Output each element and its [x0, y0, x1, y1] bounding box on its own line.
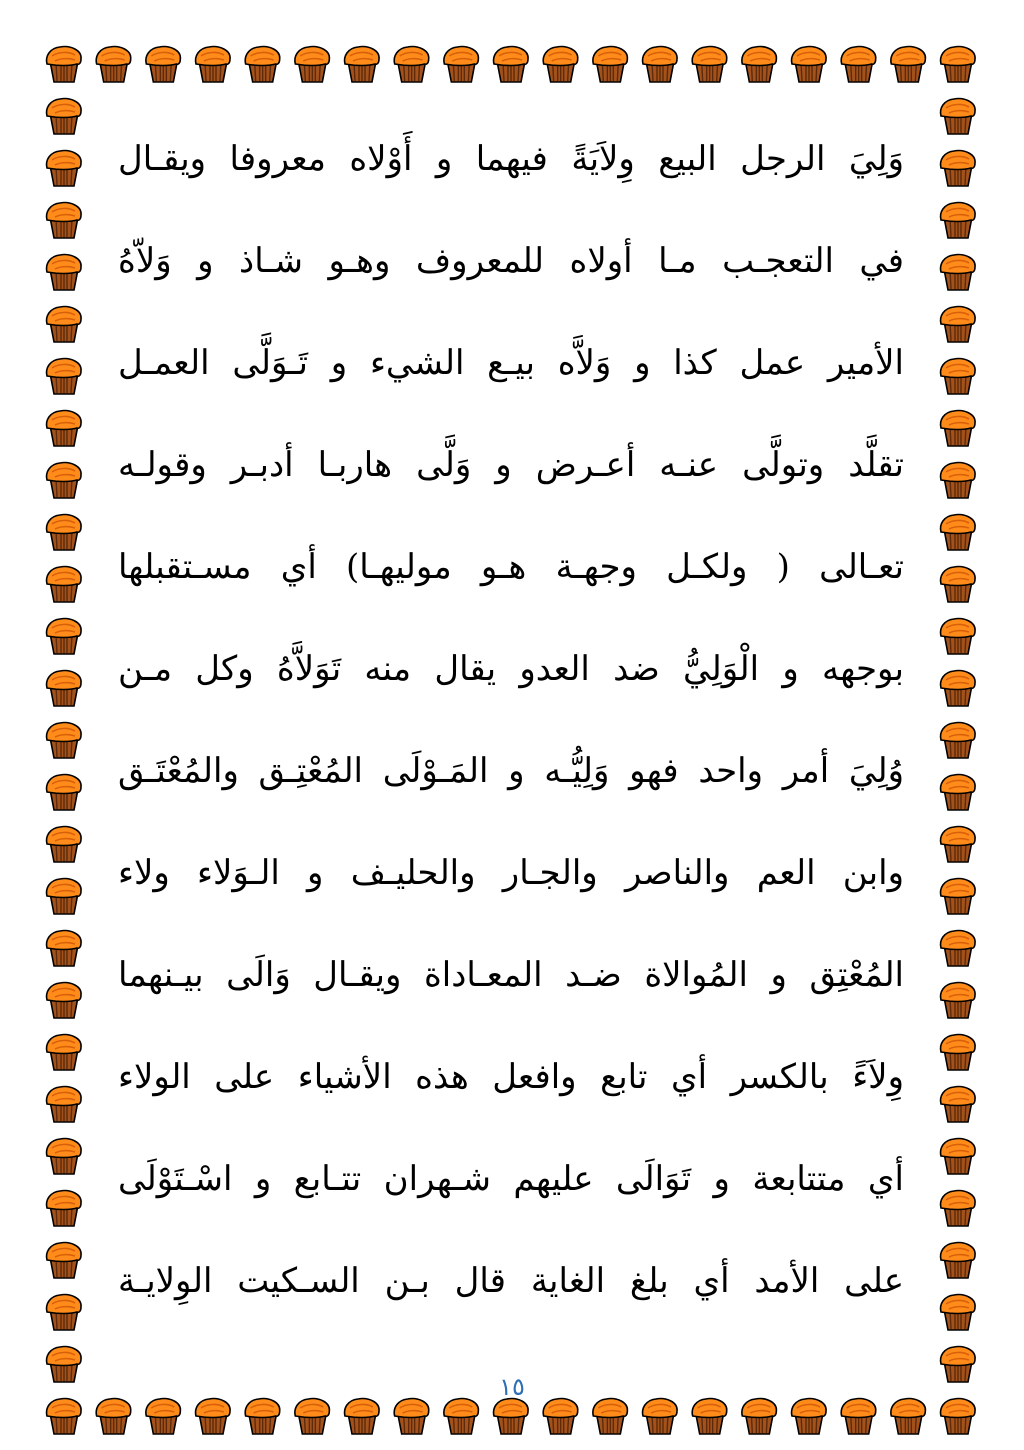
cupcake-icon: [47, 827, 81, 862]
cupcake-icon: [47, 1295, 81, 1330]
cupcake-icon: [47, 359, 81, 394]
page-number: ١٥: [499, 1373, 525, 1401]
cupcake-icon: [47, 1191, 81, 1226]
text-line: تعـالى ( ولكـل وجهـة هـو موليهـا) أي مسـتقبلها: [118, 547, 904, 587]
cupcake-icon: [941, 1087, 975, 1122]
cupcake-icon: [941, 1243, 975, 1278]
cupcake-icon: [345, 47, 379, 82]
cupcake-icon: [941, 827, 975, 862]
cupcake-icon: [891, 1399, 925, 1434]
cupcake-icon: [941, 567, 975, 602]
document-body: [118, 128, 904, 1352]
cupcake-icon: [891, 47, 925, 82]
cupcake-icon: [941, 99, 975, 134]
cupcake-icon: [146, 47, 180, 82]
cupcake-icon: [841, 1399, 875, 1434]
cupcake-icon: [941, 619, 975, 654]
cupcake-icon: [47, 723, 81, 758]
cupcake-icon: [941, 775, 975, 810]
text-line: وَلِيَ الرجل البيع وِلاَيَةً فيهما و أَوْلاه معروفا ويقـال: [118, 139, 904, 179]
cupcake-icon: [941, 411, 975, 446]
text-line: أي متتابعة و تَوَالَى عليهم شـهران تتـابع و اسْـتَوْلَى: [118, 1159, 904, 1199]
cupcake-icon: [941, 463, 975, 498]
cupcake-icon: [941, 1295, 975, 1330]
cupcake-icon: [47, 1087, 81, 1122]
cupcake-icon: [941, 203, 975, 238]
text-line: الأمير عمل كذا و وَلاَّه بيـع الشيء و تَـوَلَّى العمـل: [118, 343, 904, 383]
cupcake-icon: [47, 1139, 81, 1174]
cupcake-icon: [345, 1399, 379, 1434]
cupcake-icon: [941, 359, 975, 394]
cupcake-icon: [47, 1243, 81, 1278]
cupcake-icon: [47, 463, 81, 498]
cupcake-icon: [941, 307, 975, 342]
cupcake-icon: [692, 1399, 726, 1434]
cupcake-icon: [792, 47, 826, 82]
text-line: على الأمد أي بلغ الغاية قال بـن السـكيت الوِلايـة: [118, 1261, 904, 1301]
cupcake-icon: [394, 1399, 428, 1434]
text-line: المُعْتِق و المُوالاة ضـد المعـاداة ويقـال وَالَى بيـنهما: [118, 955, 904, 995]
cupcake-icon: [444, 47, 478, 82]
cupcake-icon: [47, 307, 81, 342]
cupcake-icon: [47, 775, 81, 810]
cupcake-icon: [47, 203, 81, 238]
cupcake-icon: [941, 983, 975, 1018]
cupcake-icon: [941, 1035, 975, 1070]
cupcake-icon: [941, 723, 975, 758]
cupcake-icon: [543, 47, 577, 82]
text-line: بوجهه و الْوَلِيُّ ضد العدو يقال منه تَوَلاَّهُ وكل مـن: [118, 649, 904, 689]
cupcake-icon: [47, 151, 81, 186]
cupcake-icon: [47, 671, 81, 706]
cupcake-icon: [146, 1399, 180, 1434]
cupcake-icon: [47, 931, 81, 966]
cupcake-icon: [543, 1399, 577, 1434]
cupcake-icon: [196, 1399, 230, 1434]
cupcake-icon: [792, 1399, 826, 1434]
cupcake-icon: [295, 47, 329, 82]
cupcake-icon: [941, 151, 975, 186]
cupcake-icon: [643, 47, 677, 82]
cupcake-icon: [245, 1399, 279, 1434]
cupcake-icon: [941, 1399, 975, 1434]
cupcake-icon: [742, 47, 776, 82]
cupcake-icon: [593, 1399, 627, 1434]
cupcake-icon: [47, 47, 81, 82]
text-line: وِلاَءً بالكسر أي تابع وافعل هذه الأشياء على الولاء: [118, 1057, 904, 1097]
cupcake-icon: [643, 1399, 677, 1434]
text-line: تقلَّد وتولَّى عنـه أعـرض و وَلَّى هاربـا أدبـر وقولـه: [118, 445, 904, 485]
cupcake-icon: [941, 671, 975, 706]
cupcake-icon: [96, 47, 130, 82]
cupcake-icon: [941, 1347, 975, 1382]
cupcake-icon: [941, 1191, 975, 1226]
cupcake-icon: [494, 1399, 528, 1434]
cupcake-icon: [96, 1399, 130, 1434]
cupcake-icon: [941, 255, 975, 290]
cupcake-icon: [47, 567, 81, 602]
cupcake-icon: [47, 1399, 81, 1434]
cupcake-icon: [47, 1347, 81, 1382]
cupcake-icon: [941, 931, 975, 966]
cupcake-icon: [941, 515, 975, 550]
cupcake-icon: [394, 47, 428, 82]
cupcake-icon: [941, 879, 975, 914]
cupcake-icon: [47, 515, 81, 550]
cupcake-icon: [47, 411, 81, 446]
cupcake-icon: [494, 47, 528, 82]
cupcake-icon: [47, 619, 81, 654]
cupcake-icon: [47, 99, 81, 134]
cupcake-icon: [47, 879, 81, 914]
text-line: وابن العم والناصر والجـار والحليـف و الـوَلاء ولاء: [118, 853, 904, 893]
cupcake-icon: [47, 983, 81, 1018]
cupcake-icon: [196, 47, 230, 82]
cupcake-icon: [742, 1399, 776, 1434]
cupcake-icon: [47, 255, 81, 290]
cupcake-icon: [295, 1399, 329, 1434]
cupcake-icon: [444, 1399, 478, 1434]
cupcake-icon: [245, 47, 279, 82]
text-line: وُلِيَ أمر واحد فهو وَلِيُّـه و المَـوْلَى المُعْتِـق والمُعْتَـق: [118, 751, 904, 791]
cupcake-icon: [941, 47, 975, 82]
cupcake-icon: [593, 47, 627, 82]
cupcake-icon: [692, 47, 726, 82]
text-line: في التعجـب مـا أولاه للمعروف وهـو شـاذ و وَلاّهُ: [118, 241, 904, 281]
cupcake-icon: [941, 1139, 975, 1174]
cupcake-icon: [841, 47, 875, 82]
cupcake-icon: [47, 1035, 81, 1070]
